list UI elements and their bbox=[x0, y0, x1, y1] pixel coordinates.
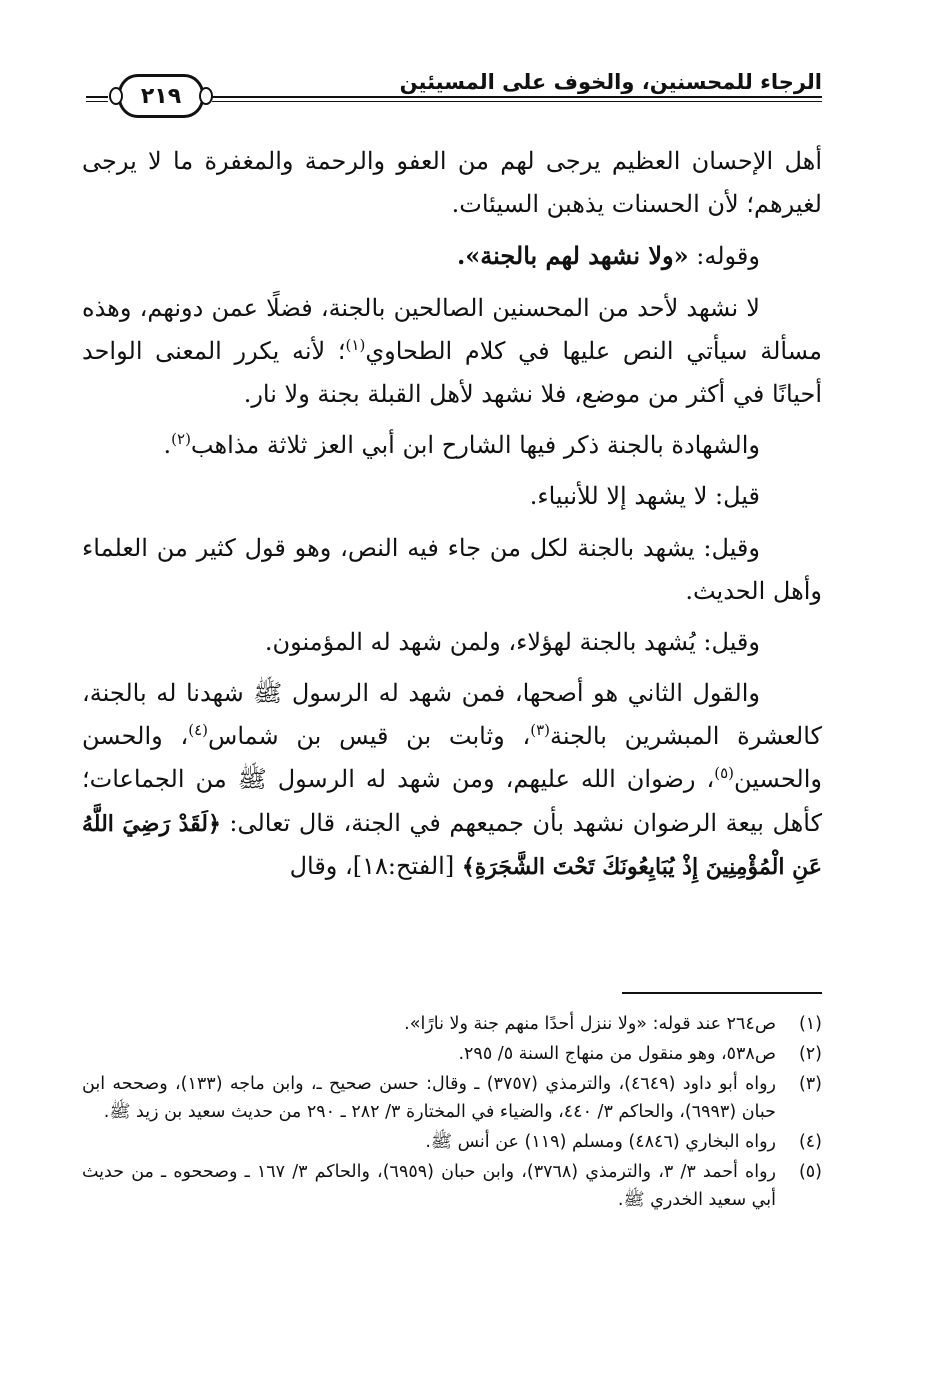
footnote-3 bbox=[82, 1070, 822, 1126]
paragraph-3 bbox=[82, 287, 822, 417]
header-title: الرجاء للمحسنين، والخوف على المسيئين bbox=[399, 70, 822, 94]
main-text bbox=[82, 140, 822, 896]
footnote-2 bbox=[82, 1040, 822, 1068]
footnote-text: رواه البخاري (٤٨٤٦) ومسلم (١١٩) عن أنس ﷺ. bbox=[425, 1132, 776, 1152]
paragraph-1-text: أهل الإحسان العظيم يرجى لهم من العفو والرحمة والمغفرة ما لا يرجى لغيرهم؛ لأن الحسنات يذهبن السيئات. bbox=[82, 147, 822, 219]
header-left-rule bbox=[86, 96, 108, 98]
header-left-rule-thin bbox=[86, 101, 108, 102]
paragraph-6 bbox=[82, 527, 822, 613]
footnote-number: (٢) bbox=[798, 1044, 822, 1064]
paragraph-7 bbox=[82, 621, 822, 664]
paragraph-2-prefix: وقوله: bbox=[688, 242, 760, 271]
footnote-ref-4: (٤) bbox=[188, 721, 209, 740]
footnote-ref-1: (١) bbox=[345, 335, 366, 354]
footnotes bbox=[82, 1010, 822, 1216]
quran-verse: ﴿لَقَدْ رَضِيَ اللَّهُ عَنِ الْمُؤْمِنِينَ إِذْ يُبَايِعُونَكَ تَحْتَ الشَّجَرَةِ﴾ bbox=[82, 810, 822, 880]
paragraph-7-text: وقيل: يُشهد بالجنة لهؤلاء، ولمن شهد له المؤمنون. bbox=[264, 627, 760, 656]
footnote-ref-5: (٥) bbox=[714, 764, 735, 783]
paragraph-5-text: قيل: لا يشهد إلا للأنبياء. bbox=[529, 482, 760, 511]
footnote-number: (٤) bbox=[798, 1132, 822, 1152]
footnote-text: ص٥٣٨، وهو منقول من منهاج السنة ٥/ ٢٩٥. bbox=[458, 1044, 776, 1064]
paragraph-4-text-b: . bbox=[163, 431, 172, 460]
paragraph-4 bbox=[82, 424, 822, 467]
running-header bbox=[86, 62, 822, 122]
footnote-number: (٣) bbox=[798, 1074, 822, 1094]
footnote-5 bbox=[82, 1158, 822, 1214]
paragraph-8-text-b: ، وثابت بن قيس بن شماس bbox=[208, 722, 531, 751]
footnote-text: رواه أحمد ٣/ ٣، والترمذي (٣٧٦٨)، وابن حبان (٦٩٥٩)، والحاكم ٣/ ١٦٧ ـ وصححوه ـ من حديث أبي سعيد الخدري ﷺ. bbox=[82, 1162, 776, 1210]
footnote-ref-2: (٢) bbox=[171, 430, 191, 449]
footnote-number: (٥) bbox=[798, 1162, 822, 1182]
paragraph-8-text-c: ، والحسن والحسين bbox=[82, 722, 822, 794]
footnote-ref-3: (٣) bbox=[530, 721, 550, 740]
footnote-1 bbox=[82, 1010, 822, 1038]
paragraph-8-text-e: [الفتح:١٨]، وقال bbox=[289, 851, 462, 880]
paragraph-4-text-a: والشهادة بالجنة ذكر فيها الشارح ابن أبي العز ثلاثة مذاهب bbox=[190, 431, 760, 460]
quoted-matn: «ولا نشهد لهم بالجنة». bbox=[456, 241, 689, 271]
paragraph-8-text-a: والقول الثاني هو أصحها، فمن شهد له الرسول ﷺ شهدنا له بالجنة، كالعشرة المبشرين بالجنة bbox=[82, 679, 822, 751]
paragraph-2 bbox=[82, 234, 822, 278]
paragraph-3-text-a: لا نشهد لأحد من المحسنين الصالحين بالجنة، فضلًا عمن دونهم، وهذه مسألة سيأتي النص عليها في كلام الطحاوي bbox=[82, 293, 822, 365]
header-rule bbox=[212, 96, 822, 98]
footnote-separator bbox=[622, 992, 822, 994]
paragraph-3-text-b: ؛ لأنه يكرر المعنى الواحد أحيانًا في أكثر من موضع، فلا نشهد لأهل القبلة بجنة ولا نار. bbox=[82, 336, 822, 408]
page-number: ٢١٩ bbox=[140, 83, 182, 109]
footnote-text: ص٢٦٤ عند قوله: «ولا ننزل أحدًا منهم جنة ولا نارًا». bbox=[404, 1014, 776, 1034]
paragraph-8 bbox=[82, 672, 822, 888]
footnote-number: (١) bbox=[798, 1014, 822, 1034]
page-number-frame bbox=[118, 74, 204, 118]
header-rule-thin bbox=[212, 101, 822, 102]
paragraph-5 bbox=[82, 475, 822, 518]
footnote-4 bbox=[82, 1128, 822, 1156]
paragraph-1 bbox=[82, 140, 822, 226]
footnote-text: رواه أبو داود (٤٦٤٩)، والترمذي (٣٧٥٧) ـ وقال: حسن صحيح ـ، وابن ماجه (١٣٣)، وصححه ابن حبان (٦٩٩٣)، والحاكم ٣/ ٤٤٠، والضياء في المختارة ٣/ ٢٨٢ ـ ٢٩٠ من حديث سعيد بن زيد ﷺ. bbox=[82, 1074, 776, 1122]
paragraph-8-text-d: ، رضوان الله عليهم، ومن شهد له الرسول ﷺ من الجماعات؛ كأهل بيعة الرضوان نشهد بأن جميعهم في الجنة، قال تعالى: bbox=[82, 765, 823, 837]
paragraph-6-text: وقيل: يشهد بالجنة لكل من جاء فيه النص، وهو قول كثير من العلماء وأهل الحديث. bbox=[82, 533, 822, 605]
